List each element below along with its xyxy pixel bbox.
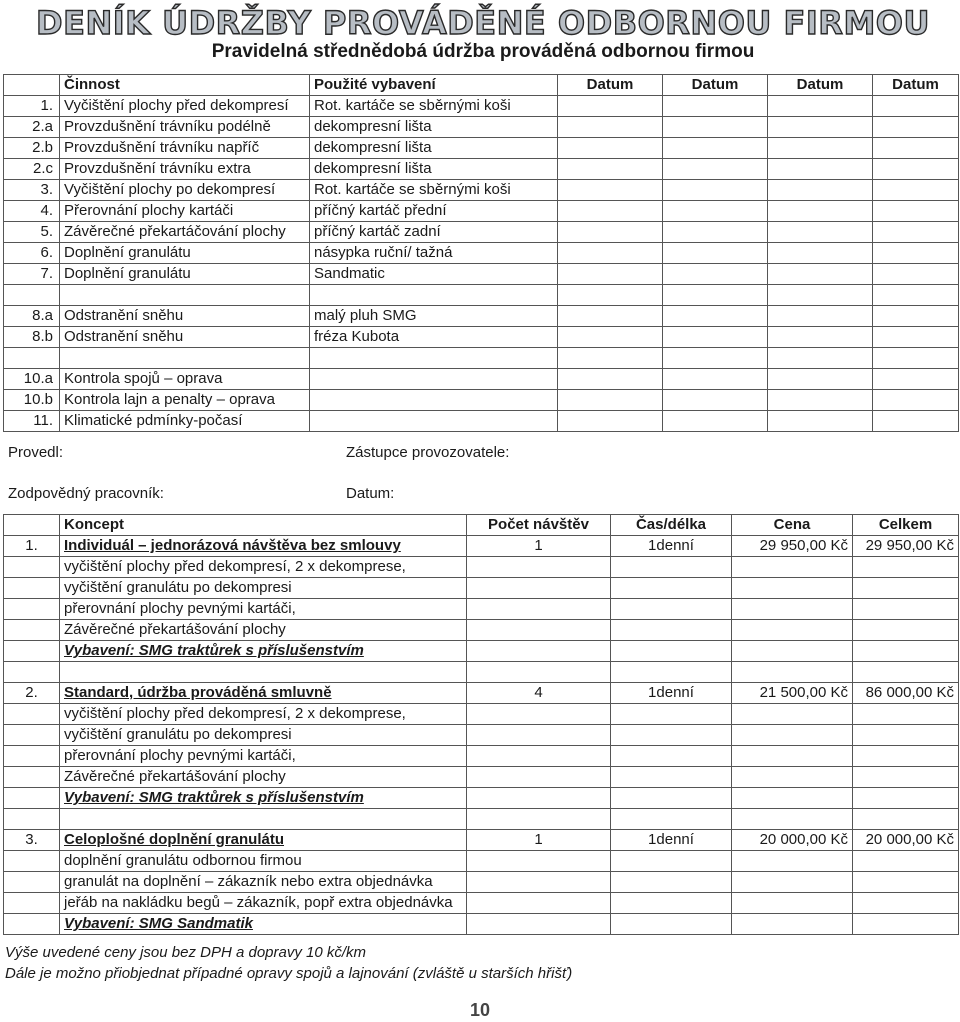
empty-cell [853,641,959,662]
log-date-cell [768,180,873,201]
empty-cell [467,704,611,725]
maintenance-log-table [3,74,959,432]
empty-cell [611,851,732,872]
spacer-row [4,662,959,683]
empty-cell [467,578,611,599]
log-row [4,306,959,327]
detail-spacer [4,788,60,809]
log-row-activity: Kontrola lajn a penalty – oprava [60,390,310,411]
total: 86 000,00 Kč [853,683,959,704]
price-detail-row [4,704,959,725]
log-date-cell [768,222,873,243]
log-date-cell [558,390,663,411]
empty-cell [60,809,467,830]
log-date-cell [663,285,768,306]
total: 29 950,00 Kč [853,536,959,557]
log-row-number: 4. [4,201,60,222]
log-date-cell [873,369,959,390]
empty-cell [467,809,611,830]
empty-cell [853,599,959,620]
log-row-number: 10.b [4,390,60,411]
detail-spacer [4,914,60,935]
log-date-cell [873,285,959,306]
empty-cell [732,704,853,725]
log-date-cell [768,390,873,411]
log-row [4,285,959,306]
empty-cell [611,809,732,830]
log-date-cell [768,264,873,285]
concept-equipment: Vybavení: SMG traktůrek s příslušenstvím [60,641,467,662]
log-date-cell [873,159,959,180]
log-row-equipment: Rot. kartáče se sběrnými koši [310,96,558,117]
detail-spacer [4,599,60,620]
price: 20 000,00 Kč [732,830,853,851]
log-row-number: 11. [4,411,60,432]
empty-cell [732,557,853,578]
log-date-cell [558,285,663,306]
log-row [4,369,959,390]
log-date-cell [558,201,663,222]
detail-spacer [4,767,60,788]
concept-detail: vyčištění plochy před dekompresí, 2 x dekomprese, [60,704,467,725]
duration: 1denní [611,830,732,851]
empty-cell [467,746,611,767]
empty-cell [467,599,611,620]
log-date-cell [558,327,663,348]
log-date-cell [768,306,873,327]
price-table [3,514,959,935]
log-date-cell [768,327,873,348]
empty-cell [853,767,959,788]
empty-cell [853,851,959,872]
empty-cell [853,872,959,893]
empty-cell [611,872,732,893]
equipment-row [4,788,959,809]
log-row-number [4,285,60,306]
log-date-cell [873,306,959,327]
empty-cell [853,788,959,809]
duration: 1denní [611,536,732,557]
log-row [4,222,959,243]
log-row [4,96,959,117]
page-title: DENÍK ÚDRŽBY PROVÁDĚNÉ ODBORNOU FIRMOU [36,4,930,42]
empty-cell [853,893,959,914]
log-row-activity: Doplnění granulátu [60,264,310,285]
empty-cell [732,788,853,809]
log-date-cell [663,348,768,369]
log-row-activity [60,285,310,306]
empty-cell [611,767,732,788]
empty-cell [853,809,959,830]
price-detail-row [4,767,959,788]
log-row-equipment [310,348,558,369]
log-row-activity: Vyčištění plochy po dekompresí [60,180,310,201]
operator-rep-label: Zástupce provozovatele: [346,444,510,461]
empty-cell [611,725,732,746]
empty-cell [732,809,853,830]
log-header-cell: Datum [768,75,873,96]
duration: 1denní [611,683,732,704]
empty-cell [853,620,959,641]
log-row [4,411,959,432]
concept-detail: vyčištění granulátu po dekompresi [60,725,467,746]
log-date-cell [558,243,663,264]
empty-cell [732,851,853,872]
log-date-cell [558,159,663,180]
log-header-cell: Činnost [60,75,310,96]
log-date-cell [663,264,768,285]
price-note: Výše uvedené ceny jsou bez DPH a dopravy 10 kč/km [5,944,367,961]
performed-by-label: Provedl: [8,444,64,461]
visit-count: 1 [467,536,611,557]
empty-cell [611,704,732,725]
log-date-cell [873,180,959,201]
price-header-cell: Celkem [853,515,959,536]
log-date-cell [873,138,959,159]
log-date-cell [768,411,873,432]
log-row [4,180,959,201]
detail-spacer [4,704,60,725]
log-row-equipment [310,390,558,411]
empty-cell [732,725,853,746]
log-row [4,348,959,369]
log-date-cell [558,411,663,432]
log-row-equipment: příčný kartáč zadní [310,222,558,243]
empty-cell [467,641,611,662]
log-row-activity: Přerovnání plochy kartáči [60,201,310,222]
log-row [4,159,959,180]
empty-cell [853,725,959,746]
concept-detail: vyčištění plochy před dekompresí, 2 x dekomprese, [60,557,467,578]
responsible-worker-label: Zodpovědný pracovník: [8,485,164,502]
log-date-cell [558,264,663,285]
log-date-cell [663,159,768,180]
log-date-cell [558,222,663,243]
empty-cell [467,893,611,914]
empty-cell [611,788,732,809]
empty-cell [611,914,732,935]
log-row-equipment: dekompresní lišta [310,159,558,180]
empty-cell [611,662,732,683]
price-detail-row [4,872,959,893]
log-date-cell [663,411,768,432]
log-date-cell [768,96,873,117]
empty-cell [611,620,732,641]
detail-spacer [4,578,60,599]
empty-cell [732,641,853,662]
empty-cell [467,725,611,746]
log-header-cell: Použité vybavení [310,75,558,96]
empty-cell [853,557,959,578]
concept-detail: přerovnání plochy pevnými kartáči, [60,599,467,620]
log-row-number: 3. [4,180,60,201]
price-row [4,830,959,851]
empty-cell [732,620,853,641]
log-date-cell [663,96,768,117]
log-row-number: 2.c [4,159,60,180]
log-header-cell: Datum [663,75,768,96]
concept-equipment: Vybavení: SMG traktůrek s příslušenstvím [60,788,467,809]
log-row-number: 2.a [4,117,60,138]
log-row-number: 6. [4,243,60,264]
detail-spacer [4,641,60,662]
empty-cell [732,767,853,788]
log-row-number: 7. [4,264,60,285]
log-row-activity: Kontrola spojů – oprava [60,369,310,390]
log-date-cell [768,285,873,306]
page-number: 10 [469,1000,491,1020]
equipment-row [4,641,959,662]
price-detail-row [4,599,959,620]
log-row-activity: Závěrečné překartáčování plochy [60,222,310,243]
log-date-cell [663,327,768,348]
empty-cell [611,746,732,767]
log-date-cell [558,138,663,159]
log-row-equipment: Rot. kartáče se sběrnými koši [310,180,558,201]
detail-spacer [4,746,60,767]
concept-name: Standard, údržba prováděná smluvně [60,683,467,704]
empty-cell [467,788,611,809]
empty-cell [732,578,853,599]
price-header-cell: Počet návštěv [467,515,611,536]
log-row-equipment [310,285,558,306]
log-row [4,138,959,159]
empty-cell [732,599,853,620]
price-row-number: 2. [4,683,60,704]
log-row [4,201,959,222]
price: 29 950,00 Kč [732,536,853,557]
log-date-cell [768,201,873,222]
log-header-cell [4,75,60,96]
empty-cell [4,809,60,830]
price-header-cell: Čas/délka [611,515,732,536]
log-date-cell [873,327,959,348]
concept-name: Individuál – jednorázová návštěva bez smlouvy [60,536,467,557]
log-date-cell [558,348,663,369]
price: 21 500,00 Kč [732,683,853,704]
log-date-cell [558,180,663,201]
empty-cell [60,662,467,683]
concept-detail: přerovnání plochy pevnými kartáči, [60,746,467,767]
log-date-cell [873,243,959,264]
log-date-cell [663,243,768,264]
price-row-number: 3. [4,830,60,851]
log-header-row [4,75,959,96]
log-row-number: 10.a [4,369,60,390]
log-row-number: 2.b [4,138,60,159]
detail-spacer [4,851,60,872]
log-row-activity: Klimatické pdmínky-počasí [60,411,310,432]
log-header-cell: Datum [873,75,959,96]
concept-detail: Závěrečné překartášování plochy [60,620,467,641]
empty-cell [467,662,611,683]
empty-cell [853,704,959,725]
empty-cell [853,746,959,767]
log-date-cell [663,138,768,159]
price-detail-row [4,851,959,872]
detail-spacer [4,872,60,893]
empty-cell [853,578,959,599]
log-date-cell [768,138,873,159]
price-header-row [4,515,959,536]
visit-count: 4 [467,683,611,704]
log-row-number: 1. [4,96,60,117]
log-row-number: 8.a [4,306,60,327]
log-date-cell [873,96,959,117]
price-detail-row [4,725,959,746]
detail-spacer [4,893,60,914]
log-date-cell [873,222,959,243]
repairs-note: Dále je možno přiobjednat případné opravy spojů a lajnování (zvláště u starších hřišť) [5,965,573,982]
empty-cell [611,893,732,914]
log-row-equipment: násypka ruční/ tažná [310,243,558,264]
log-date-cell [768,117,873,138]
concept-detail: doplnění granulátu odbornou firmou [60,851,467,872]
log-date-cell [663,306,768,327]
log-date-cell [873,201,959,222]
price-detail-row [4,557,959,578]
log-date-cell [663,390,768,411]
log-row [4,264,959,285]
total: 20 000,00 Kč [853,830,959,851]
log-row-equipment: příčný kartáč přední [310,201,558,222]
log-date-cell [663,369,768,390]
signature-area [3,432,958,512]
price-row [4,683,959,704]
log-row-equipment [310,369,558,390]
empty-cell [467,767,611,788]
log-date-cell [558,96,663,117]
log-row [4,390,959,411]
concept-detail: Závěrečné překartášování plochy [60,767,467,788]
log-date-cell [873,390,959,411]
detail-spacer [4,557,60,578]
log-row-activity [60,348,310,369]
log-date-cell [873,411,959,432]
empty-cell [611,578,732,599]
price-detail-row [4,578,959,599]
log-date-cell [873,348,959,369]
empty-cell [853,914,959,935]
log-date-cell [663,180,768,201]
date-label: Datum: [346,485,395,502]
log-date-cell [768,348,873,369]
log-row-equipment: dekompresní lišta [310,138,558,159]
log-row-number [4,348,60,369]
detail-spacer [4,620,60,641]
log-date-cell [663,222,768,243]
log-date-cell [558,306,663,327]
empty-cell [611,599,732,620]
empty-cell [611,641,732,662]
log-row-activity: Provzdušnění trávníku extra [60,159,310,180]
price-detail-row [4,893,959,914]
log-row-equipment: malý pluh SMG [310,306,558,327]
log-date-cell [768,159,873,180]
log-row-activity: Vyčištění plochy před dekompresí [60,96,310,117]
concept-detail: granulát na doplnění – zákazník nebo extra objednávka [60,872,467,893]
log-row [4,327,959,348]
empty-cell [732,893,853,914]
log-row-activity: Odstranění sněhu [60,306,310,327]
concept-name: Celoplošné doplnění granulátu [60,830,467,851]
log-header-cell: Datum [558,75,663,96]
price-header-cell: Cena [732,515,853,536]
empty-cell [467,851,611,872]
price-detail-row [4,620,959,641]
price-header-cell: Koncept [60,515,467,536]
concept-equipment: Vybavení: SMG Sandmatik [60,914,467,935]
log-row-equipment: Sandmatic [310,264,558,285]
log-date-cell [663,117,768,138]
empty-cell [732,914,853,935]
empty-cell [611,557,732,578]
empty-cell [4,662,60,683]
empty-cell [732,746,853,767]
empty-cell [732,662,853,683]
visit-count: 1 [467,830,611,851]
log-row-equipment [310,411,558,432]
empty-cell [467,620,611,641]
log-date-cell [768,369,873,390]
empty-cell [467,914,611,935]
price-header-cell [4,515,60,536]
log-date-cell [768,243,873,264]
log-row [4,117,959,138]
log-row-number: 5. [4,222,60,243]
log-row-activity: Doplnění granulátu [60,243,310,264]
log-row-activity: Odstranění sněhu [60,327,310,348]
log-row-equipment: dekompresní lišta [310,117,558,138]
log-date-cell [663,201,768,222]
price-detail-row [4,746,959,767]
empty-cell [467,872,611,893]
log-date-cell [558,369,663,390]
log-row [4,243,959,264]
empty-cell [853,662,959,683]
log-row-activity: Provzdušnění trávníku podélně [60,117,310,138]
empty-cell [732,872,853,893]
log-date-cell [558,117,663,138]
log-row-number: 8.b [4,327,60,348]
concept-detail: vyčištění granulátu po dekompresi [60,578,467,599]
log-row-equipment: fréza Kubota [310,327,558,348]
concept-detail: jeřáb na nakládku begů – zákazník, popř extra objednávka [60,893,467,914]
empty-cell [467,557,611,578]
equipment-row [4,914,959,935]
log-date-cell [873,117,959,138]
page-subtitle: Pravidelná střednědobá údržba prováděná odbornou firmou [211,41,755,62]
price-row-number: 1. [4,536,60,557]
spacer-row [4,809,959,830]
log-date-cell [873,264,959,285]
detail-spacer [4,725,60,746]
price-row [4,536,959,557]
log-row-activity: Provzdušnění trávníku napříč [60,138,310,159]
